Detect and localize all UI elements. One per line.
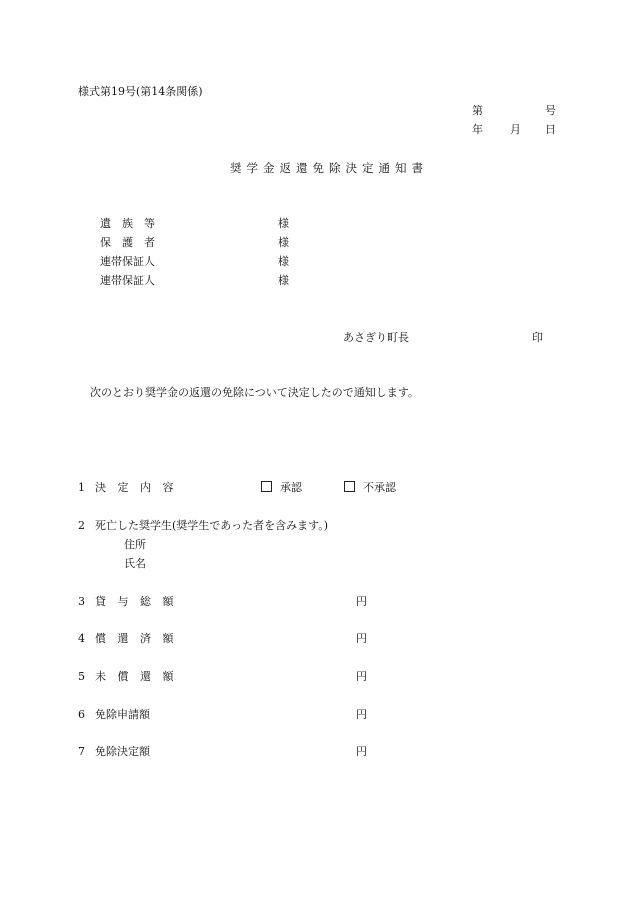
body-text: 次のとおり奨学金の返還の免除について決定したので通知します。	[90, 386, 419, 399]
year-label: 年	[472, 123, 483, 136]
item-number: 7	[78, 745, 85, 758]
item-number: 2	[78, 519, 85, 532]
item-label: 償 還 済 額	[95, 632, 178, 645]
item-label: 未 償 還 額	[95, 670, 178, 683]
yen-unit: 円	[356, 745, 367, 758]
item-label: 決 定 内 容	[95, 481, 178, 494]
day-label: 日	[545, 123, 556, 136]
checkbox-icon	[344, 481, 355, 492]
issuer-name: あさぎり町長	[343, 331, 409, 344]
recipient-label: 遺 族 等	[100, 217, 155, 230]
go-label: 号	[545, 104, 556, 117]
approve-label: 承認	[280, 481, 302, 494]
address-label: 住所	[124, 538, 146, 551]
dai-label: 第	[472, 104, 483, 117]
form-number: 様式第19号(第14条関係)	[78, 85, 203, 98]
item-label: 貸 与 総 額	[95, 595, 178, 608]
recipient-suffix: 様	[278, 255, 289, 268]
recipient-label: 連帯保証人	[100, 255, 155, 268]
item-number: 5	[78, 670, 85, 683]
reject-label: 不承認	[363, 481, 396, 494]
recipient-suffix: 様	[278, 217, 289, 230]
yen-unit: 円	[356, 670, 367, 683]
seal-mark: 印	[532, 331, 543, 344]
recipient-suffix: 様	[278, 274, 289, 287]
item-label: 死亡した奨学生(奨学生であった者を含みます。)	[95, 519, 329, 532]
recipient-label: 保 護 者	[100, 236, 155, 249]
item-number: 4	[78, 632, 85, 645]
recipient-label: 連帯保証人	[100, 274, 155, 287]
yen-unit: 円	[356, 595, 367, 608]
item-label: 免除決定額	[95, 745, 150, 758]
yen-unit: 円	[356, 632, 367, 645]
item-number: 3	[78, 595, 85, 608]
item-label: 免除申請額	[95, 708, 150, 721]
item-number: 6	[78, 708, 85, 721]
checkbox-approve	[261, 481, 302, 495]
document-title: 奨学金返還免除決定通知書	[230, 161, 428, 175]
yen-unit: 円	[356, 708, 367, 721]
item-number: 1	[78, 481, 85, 494]
checkbox-icon	[261, 481, 272, 492]
checkbox-reject	[344, 481, 396, 495]
recipient-suffix: 様	[278, 236, 289, 249]
month-label: 月	[510, 123, 521, 136]
name-label: 氏名	[124, 557, 146, 570]
